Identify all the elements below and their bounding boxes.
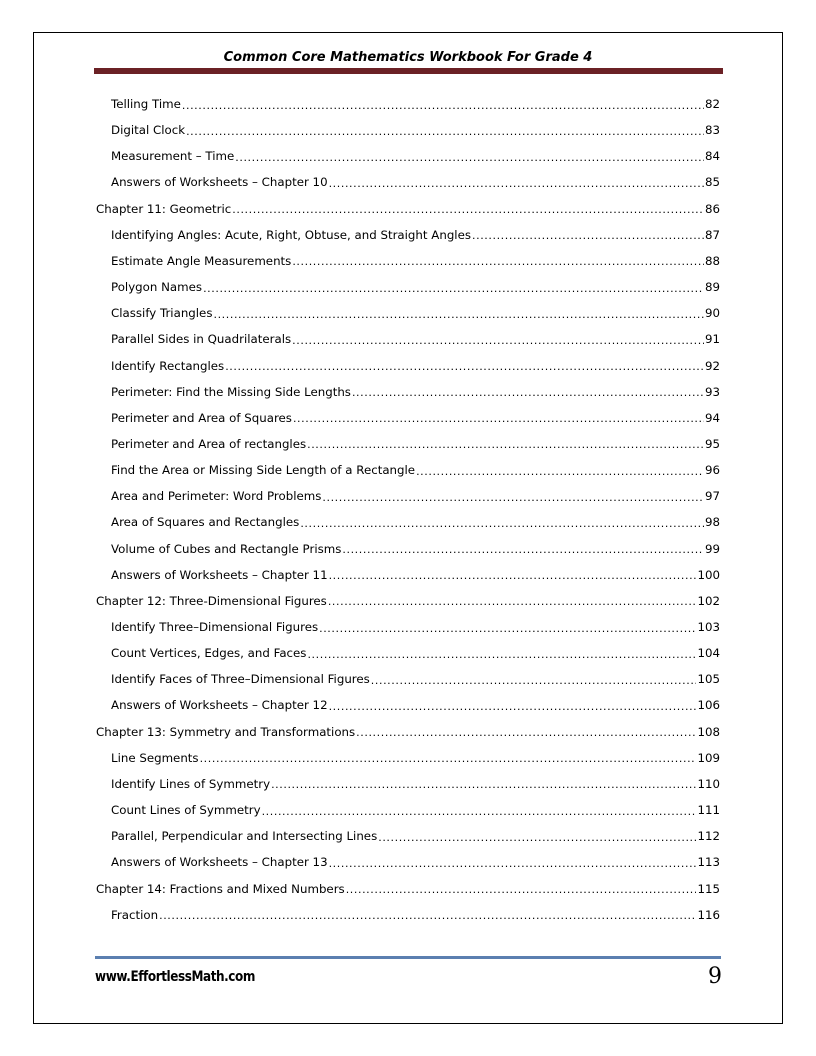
toc-entry-label: Parallel, Perpendicular and Intersecting Lines [111,829,378,844]
toc-dot-leader [371,674,697,687]
toc-entry-page: 109 [697,750,720,765]
toc-entry-label: Classify Triangles [111,306,213,321]
toc-dot-leader [329,700,697,713]
toc-entry-page: 112 [697,829,720,844]
toc-entry[interactable] [111,797,720,823]
toc-entry-page: 99 [704,541,720,556]
toc-dot-leader [328,595,697,608]
toc-entry-label: Chapter 13: Symmetry and Transformations [96,724,356,739]
toc-entry[interactable] [111,353,720,379]
toc-entry-page: 104 [697,646,720,661]
toc-entry[interactable] [111,692,720,718]
toc-dot-leader [235,151,704,164]
toc-entry-label: Chapter 11: Geometric [96,201,232,216]
toc-entry-page: 88 [704,253,720,268]
toc-dot-leader [293,412,704,425]
toc-dot-leader [213,308,704,321]
header-title: Common Core Mathematics Workbook For Grade 4 [223,50,593,65]
toc-entry[interactable] [111,614,720,640]
toc-entry-label: Identify Rectangles [111,358,225,373]
toc-dot-leader [159,909,696,922]
toc-entry-label: Line Segments [111,750,199,765]
toc-entry-label: Polygon Names [111,280,203,295]
toc-entry[interactable] [111,143,720,169]
toc-entry[interactable] [111,222,720,248]
toc-entry-label: Perimeter: Find the Missing Side Lengths [111,384,351,399]
toc-entry-label: Count Vertices, Edges, and Faces [111,646,307,661]
toc-entry-label: Area of Squares and Rectangles [111,515,300,530]
toc-entry[interactable] [111,117,720,143]
page-number: 9 [708,964,722,989]
toc-entry-label: Identify Faces of Three–Dimensional Figures [111,672,370,687]
toc-entry-label: Perimeter and Area of Squares [111,410,292,425]
toc-entry-page: 87 [704,227,720,242]
toc-entry-label: Identifying Angles: Acute, Right, Obtuse, and Straight Angles [111,227,471,242]
toc-dot-leader [186,125,704,138]
toc-dot-leader [322,491,704,504]
toc-entry-label: Measurement – Time [111,149,235,164]
toc-entry-label: Perimeter and Area of rectangles [111,436,307,451]
toc-entry-page: 92 [704,358,720,373]
toc-entry-page: 108 [697,724,720,739]
toc-entry-page: 82 [704,97,720,111]
toc-dot-leader [307,648,696,661]
toc-entry-page: 100 [697,567,720,582]
toc-entry-page: 102 [697,593,720,608]
header-rule [94,68,723,74]
toc-dot-leader [203,282,704,295]
toc-entry[interactable] [111,300,720,326]
toc-entry[interactable] [111,274,720,300]
toc-entry[interactable] [111,91,720,117]
toc-entry-page: 90 [704,306,720,321]
toc-entry-page: 96 [704,463,720,478]
toc-entry-label: Answers of Worksheets – Chapter 10 [111,175,328,190]
toc-dot-leader [342,543,704,556]
toc-entry-label: Chapter 12: Three-Dimensional Figures [96,593,327,608]
toc-entry[interactable] [111,745,720,771]
toc-entry-page: 110 [697,776,720,791]
toc-entry-page: 83 [704,123,720,138]
toc-entry[interactable] [111,509,720,535]
toc-chapter-entry[interactable] [96,196,720,222]
toc-entry[interactable] [111,431,720,457]
toc-dot-leader [182,99,704,112]
toc-dot-leader [352,386,704,399]
toc-entry-page: 95 [704,436,720,451]
toc-entry-label: Answers of Worksheets – Chapter 12 [111,698,328,713]
toc-dot-leader [271,778,696,791]
toc-entry[interactable] [111,379,720,405]
toc-entry-page: 116 [697,907,720,922]
toc-entry-label: Count Lines of Symmetry [111,803,261,818]
toc-entry[interactable] [111,771,720,797]
toc-entry-page: 98 [704,515,720,530]
toc-dot-leader [292,334,704,347]
toc-entry-label: Answers of Worksheets – Chapter 13 [111,855,328,870]
toc-entry-label: Answers of Worksheets – Chapter 11 [111,567,328,582]
toc-entry[interactable] [111,562,720,588]
toc-entry-page: 106 [697,698,720,713]
toc-entry-page: 93 [704,384,720,399]
toc-entry[interactable] [111,483,720,509]
toc-entry[interactable] [111,169,720,195]
toc-dot-leader [472,229,704,242]
toc-entry-page: 89 [704,280,720,295]
toc-dot-leader [232,203,704,216]
toc-entry-label: Parallel Sides in Quadrilaterals [111,332,292,347]
toc-dot-leader [307,438,704,451]
footer-rule [95,956,721,959]
toc-entry[interactable] [111,823,720,849]
toc-dot-leader [200,752,697,765]
toc-entry-page: 84 [704,149,720,164]
toc-entry-page: 94 [704,410,720,425]
toc-entry[interactable] [111,902,720,928]
toc-entry[interactable] [111,666,720,692]
toc-dot-leader [378,831,696,844]
toc-entry[interactable] [111,536,720,562]
toc-dot-leader [225,360,704,373]
toc-dot-leader [346,883,697,896]
toc-entry-label: Area and Perimeter: Word Problems [111,489,322,504]
toc-entry-label: Find the Area or Missing Side Length of a Rectangle [111,463,416,478]
toc-entry-label: Volume of Cubes and Rectangle Prisms [111,541,342,556]
toc-entry-page: 111 [697,803,720,818]
toc-dot-leader [329,857,697,870]
toc-entry[interactable] [111,640,720,666]
toc-entry[interactable] [111,326,720,352]
toc-entry-page: 113 [697,855,720,870]
toc-entry-page: 97 [704,489,720,504]
toc-entry-label: Estimate Angle Measurements [111,253,292,268]
toc-entry-label: Identify Three–Dimensional Figures [111,620,319,634]
toc-dot-leader [262,805,697,818]
toc-entry-page: 105 [697,672,720,687]
toc-dot-leader [356,726,696,739]
toc-entry-label: Fraction [111,907,159,922]
toc-entry-label: Chapter 14: Fractions and Mixed Numbers [96,881,345,896]
toc-entry-page: 115 [697,881,720,896]
toc-dot-leader [329,569,697,582]
toc-entry-page: 91 [704,332,720,347]
toc-entry-label: Telling Time [111,97,181,111]
toc-dot-leader [292,255,704,268]
toc-entry[interactable] [111,457,720,483]
toc-dot-leader [329,177,704,190]
toc-entry[interactable] [111,405,720,431]
toc-dot-leader [319,622,696,635]
toc-chapter-entry[interactable] [96,719,720,745]
toc-dot-leader [300,517,704,530]
toc-entry-label: Identify Lines of Symmetry [111,776,271,791]
toc-entry[interactable] [111,849,720,875]
toc-chapter-entry[interactable] [96,876,720,902]
toc-dot-leader [416,465,704,478]
toc-entry-label: Digital Clock [111,123,186,138]
toc-entry[interactable] [111,248,720,274]
footer-url[interactable]: www.EffortlessMath.com [95,969,255,985]
toc-chapter-entry[interactable] [96,588,720,614]
toc-entry-page: 103 [697,620,720,634]
toc-entry-page: 86 [704,201,720,216]
toc-entry-page: 85 [704,175,720,190]
